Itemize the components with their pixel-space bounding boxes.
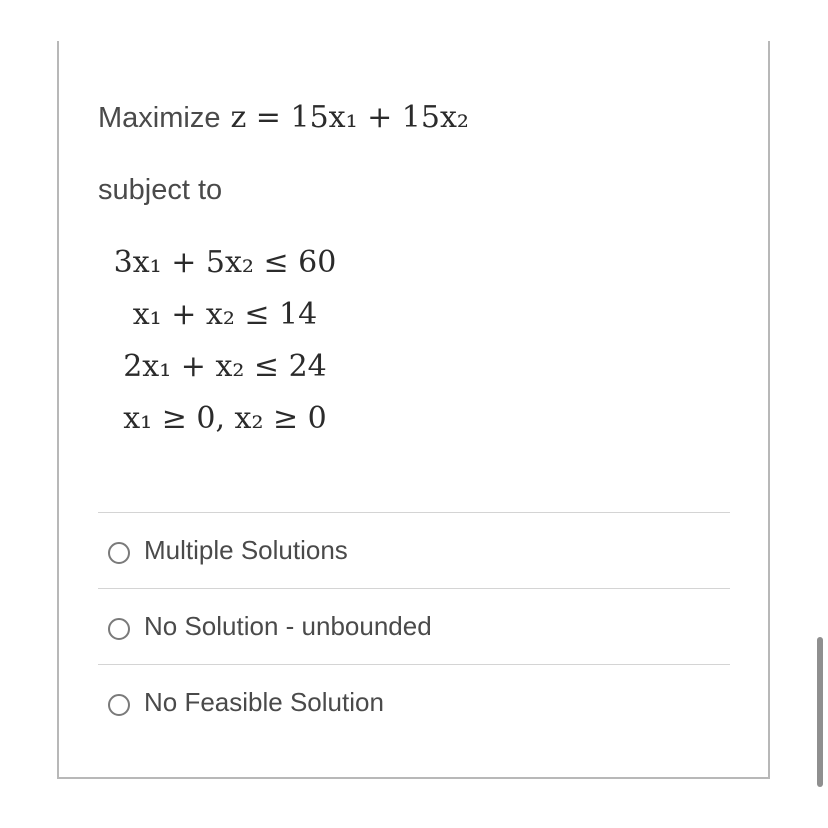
- option-no-solution-unbounded[interactable]: [98, 589, 730, 663]
- constraints-block: [100, 240, 350, 448]
- option-no-feasible-solution[interactable]: [98, 665, 730, 739]
- objective-prefix: Maximize: [98, 102, 221, 134]
- radio-button[interactable]: [108, 542, 130, 564]
- option-label: No Solution - unbounded: [144, 610, 432, 641]
- constraint-1: 3x₁ + 5x₂ ≤ 60: [113, 245, 337, 280]
- scrollbar-thumb[interactable]: [817, 637, 823, 787]
- objective-expression: z = 15x₁ + 15x₂: [230, 100, 469, 135]
- option-multiple-solutions[interactable]: [98, 513, 730, 587]
- constraint-3: 2x₁ + x₂ ≤ 24: [123, 349, 327, 384]
- subject-to-label: subject to: [98, 174, 223, 206]
- option-label: Multiple Solutions: [144, 534, 348, 565]
- radio-button[interactable]: [108, 618, 130, 640]
- radio-button[interactable]: [108, 694, 130, 716]
- constraint-2: x₁ + x₂ ≤ 14: [132, 297, 318, 332]
- constraint-nonnegativity: x₁ ≥ 0, x₂ ≥ 0: [123, 401, 327, 436]
- objective-line: [98, 100, 469, 148]
- option-label: No Feasible Solution: [144, 686, 384, 717]
